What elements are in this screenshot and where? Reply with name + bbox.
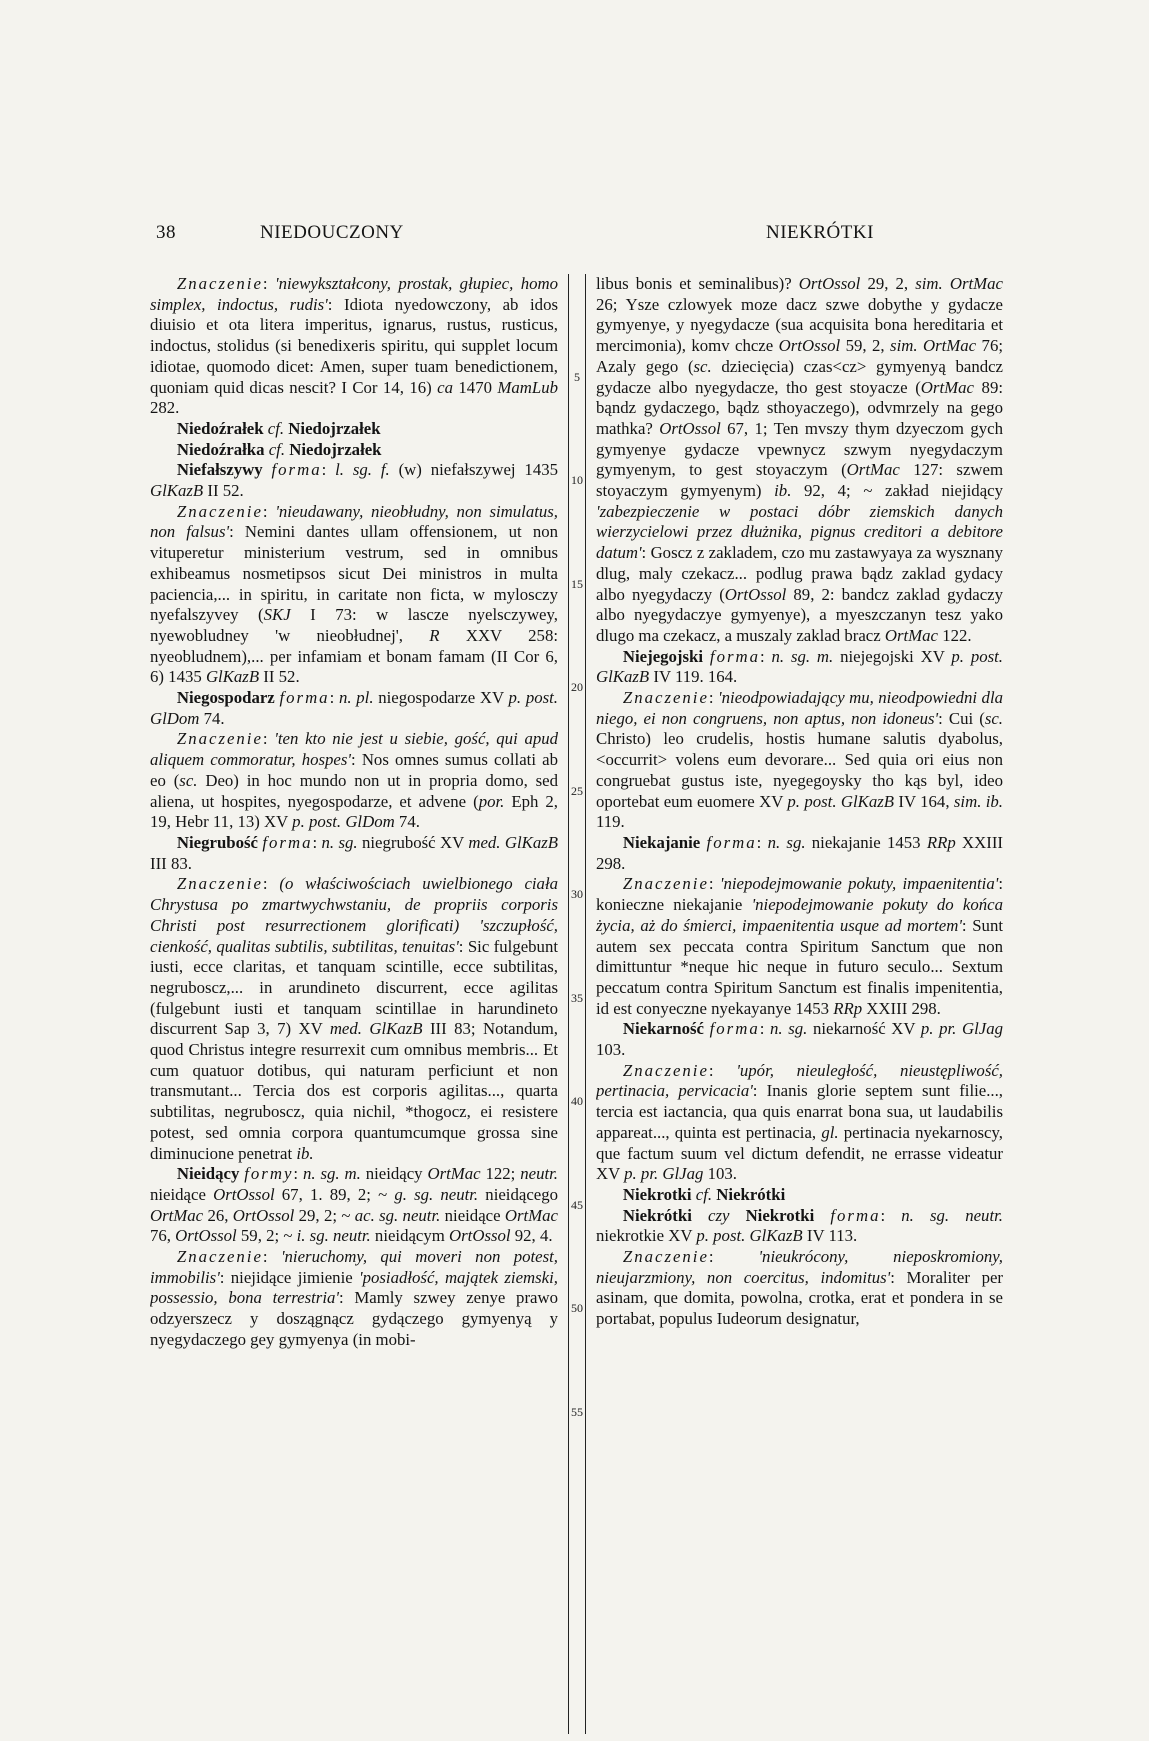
- line-number: 35: [571, 991, 583, 1005]
- line-number: 5: [574, 370, 580, 384]
- line-number: 30: [571, 887, 583, 901]
- entry-text: Znaczenie: (o właściwościach uwielbionego ciała Chrystusa po zmartwychwstaniu, de propriis corporis Christi post resurrectionem glorificati) 'szczupłość, cienkość, qualitas subtilis, subtilitas, tenuitas': Sic fulgebunt iusti, ecce claritas, et tanquam scintille, ecce subtilitas, negruboscz,... in arundineto discurrent, ecce agilitas (fulgebunt iusti et tanquam scintillae in harundineto discurrent Sap 3, 7) XV med. GlKazB III 83; Notandum, quod Christus integre resurrexit cum omnibus membris... Et cum quatuor dotibus, qui naturam perficiunt et non transmutant... Tercia dos est corporis agilitas..., quarta subtilitas, negruboscz, quia nichil, *thogocz, ei resistere potest, sed omnia corpora quantumcumque grossa sine diminucione penetrat ib.: [150, 874, 558, 1163]
- entry-text: Niekrótki czy Niekrotki forma: n. sg. neutr. niekrotkie XV p. post. GlKazB IV 113.: [596, 1205, 1003, 1246]
- entry-text: Znaczenie: 'nieukrócony, nieposkromiony, nieujarzmiony, non coercitus, indomitus': Moraliter per asinam, que domita, powolna, crotka, erat et pondera in se portabat, populus Iudeorum designatur,: [596, 1247, 1003, 1329]
- entry-text: Niefałszywy forma: l. sg. f. (w) niefałszywej 1435 GlKazB II 52.: [150, 460, 558, 501]
- entry-text: Niegrubość forma: n. sg. niegrubość XV med. GlKazB III 83.: [150, 832, 558, 873]
- column-rule-left: [568, 274, 569, 1734]
- entry-text: Znaczenie: 'nieruchomy, qui moveri non potest, immobilis': niejidące jimienie 'posiadłość, majątek ziemski, possessio, bona terrestria': Mamly szwey zenye prawo odzyerszecz y doszągnącz gydączego gymyenyą y nyegydaczego gey gymyenya (in mobi-: [150, 1247, 558, 1349]
- entry-text: Znaczenie: 'nieodpowiadający mu, nieodpowiedni dla niego, ei non congruens, non aptus, non idoneus': Cui (sc. Christo) leo crudelis, hostis humane salutis dyabolus, <occurrit> volens eum devorare... Sed quia ori eius non congruebat gustus iste, nyegegoysky tho kąs byl, ideo oportebat eum euomere XV p. post. GlKazB IV 164, sim. ib. 119.: [596, 688, 1003, 832]
- line-number: 25: [571, 784, 583, 798]
- entry-text: Znaczenie: 'ten kto nie jest u siebie, gość, qui apud aliquem commoratur, hospes': Nos omnes sumus collati ab eo (sc. Deo) in hoc mundo non ut in propria domo, sed aliena, ut hospites, nyegospodarze, et advene (por. Eph 2, 19, Hebr 11, 13) XV p. post. GlDom 74.: [150, 729, 558, 832]
- line-number: 20: [571, 680, 583, 694]
- line-number: 15: [571, 577, 583, 591]
- entry-text: Niegospodarz forma: n. pl. niegospodarze XV p. post. GlDom 74.: [150, 688, 558, 728]
- running-head-right: NIEKRÓTKI: [766, 222, 874, 243]
- entry-text: Niekajanie forma: n. sg. niekajanie 1453 RRp XXIII 298.: [596, 832, 1003, 873]
- left-column: [150, 274, 558, 1734]
- line-number: 45: [571, 1198, 583, 1212]
- entry-text: Niekarność forma: n. sg. niekarność XV p. pr. GlJag 103.: [596, 1019, 1003, 1060]
- entry-text: Znaczenie: 'upór, nieuległość, nieustępliwość, pertinacia, pervicacia': Inanis glorie septem sunt filie..., tercia est iactancia, qua quis enarrat bona sua, ut laudabilis appareat..., quinta est pertinacia, gl. pertinacia nyekarnoscy, que factum suum vel dictum defendit, ne errasse videatur XV p. pr. GlJag 103.: [596, 1060, 1003, 1184]
- line-number: 10: [571, 473, 583, 487]
- line-number: 55: [571, 1405, 583, 1419]
- running-head-left: NIEDOUCZONY: [260, 222, 404, 243]
- entry-text: Znaczenie: 'nieudawany, nieobłudny, non simulatus, non falsus': Nemini dantes ullam offensionem, ut non vituperetur ministerium vestrum, sed in omnibus exhibeamus nosmetipsos sicut Dei ministros in multa paciencia,... in spiritu, in caritate non ficta, w mylosczy nyefalszyvey (SKJ I 73: w lascze nyelsczywey, nyewobludney 'w nieobłudnej', R XXV 258: nyeobludnem),... per infamiam et bonam famam (II Cor 6, 6) 1435 GlKazB II 52.: [150, 501, 558, 687]
- entry-text: Niedoźrałka cf. Niedojrzałek: [176, 439, 382, 459]
- entry-text: Znaczenie: 'niepodejmowanie pokuty, impaenitentia': konieczne niekajanie 'niepodejmowanie pokuty do końca życia, aż do śmierci, impaenitentia usque ad mortem': Sunt autem sex peccata contra Spiritum Sanctum que non dimittuntur *neque hic neque in futuro seculo... Sextum peccatum contra Spiritum Sanctum est finalis impenitentia, id est conyeczne nyekayanye 1453 RRp XXIII 298.: [596, 874, 1003, 1018]
- entry-text: Znaczenie: 'niewykształcony, prostak, głupiec, homo simplex, indoctus, rudis': Idiota nyedowczony, ab idos diuisio et ota litera imperitus, ignarus, rustus, rusticus, indoctus, stolidus (si benedixeris spiritu, qui supplet locum idiotae, quomodo dicet: Amen, super tuam benedictionem, quoniam quid dicas nescit? I Cor 14, 16) ca 1470 MamLub 282.: [150, 274, 558, 418]
- entry-text: Niedoźrałek cf. Niedojrzałek: [176, 418, 381, 438]
- entry-text: Niekrotki cf. Niekrótki: [622, 1184, 786, 1204]
- column-rule-right: [585, 274, 586, 1734]
- entry-text: Nieidący formy: n. sg. m. nieidący OrtMac 122; neutr. nieidące OrtOssol 67, 1. 89, 2; ~ g. sg. neutr. nieidącego OrtMac 26, OrtOssol 29, 2; ~ ac. sg. neutr. nieidące OrtMac 76, OrtOssol 59, 2; ~ i. sg. neutr. nieidącym OrtOssol 92, 4.: [150, 1164, 558, 1246]
- entry-text: libus bonis et seminalibus)? OrtOssol 29, 2, sim. OrtMac 26; Ysze czlowyek moze dacz szwe dobythe y gydacze gymyenye, y nyegydacze (sua acquisita bona hereditaria et mercimonia), komv chcze OrtOssol 59, 2, sim. OrtMac 76; Azaly gego (sc. dziecięcia) czas<cz> gymyenyą bandcz gydacze albo nyegydacze, tho gest stoyacze (OrtMac 89: bąndz gydaczego, bądz sthoyaczego), odvmrzely na gego mathka? OrtOssol 67, 1; Ten mvszy thym dzyeczom gych gymyenye gydacze vpewnycz szwym nyegydaczym gymyenym, to gest stoyaczym (OrtMac 127: szwem stoyaczym gymyenym) ib. 92, 4; ~ zakład niejidący 'zabezpieczenie w postaci dóbr ziemskich danych wierzycielowi przez dłużnika, pignus creditori a debitore datum': Goscz z zakladem, czo mu zastawyaya za wysznany dlug, maly czekacz... podlug prawa bądz zaklad gydacy albo nyegydaczy (OrtOssol 89, 2: bandcz zaklad gydaczy albo nyegydaczye gymyenye), a myeszczanyn tesz yako dlugo ma czekacz, a muszaly zaklad bracz OrtMac 122.: [596, 274, 1003, 645]
- line-number: 50: [571, 1301, 583, 1315]
- right-column: [596, 274, 1003, 1734]
- page-number: 38: [156, 222, 176, 243]
- line-number: 40: [571, 1094, 583, 1108]
- entry-text: Niejegojski forma: n. sg. m. niejegojski XV p. post. GlKazB IV 119. 164.: [596, 646, 1003, 687]
